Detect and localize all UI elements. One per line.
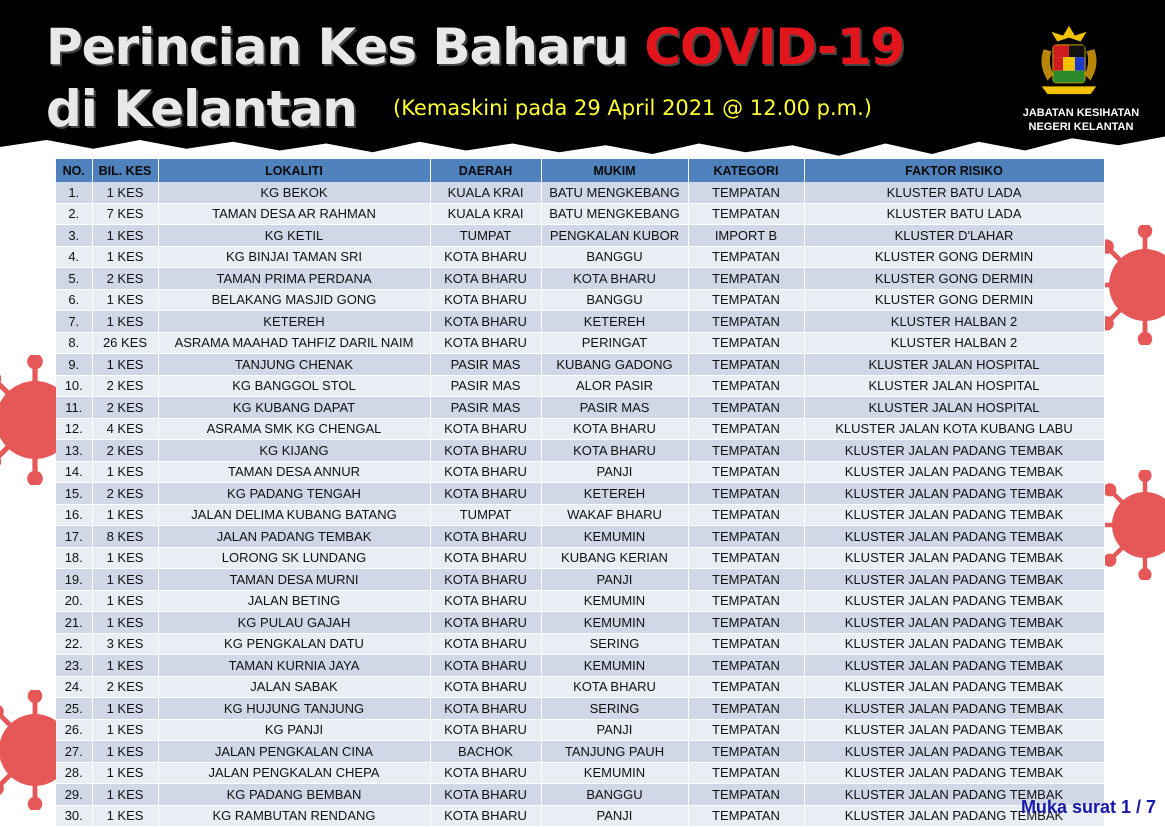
cell-daerah: PASIR MAS [430, 397, 541, 419]
cell-kategori: TEMPATAN [688, 762, 804, 784]
table-row [56, 504, 1104, 526]
table-row [56, 590, 1104, 612]
cell-kategori: TEMPATAN [688, 354, 804, 376]
cell-daerah: KOTA BHARU [430, 246, 541, 268]
cell-lokaliti: TAMAN DESA MURNI [158, 569, 430, 591]
cell-faktor-risiko: KLUSTER JALAN PADANG TEMBAK [804, 655, 1104, 677]
cell-kategori: TEMPATAN [688, 547, 804, 569]
cell-bil-kes: 1 KES [92, 461, 158, 483]
cell-daerah: KOTA BHARU [430, 719, 541, 741]
cell-lokaliti: TAMAN PRIMA PERDANA [158, 268, 430, 290]
cell-mukim: KEMUMIN [541, 762, 688, 784]
table-row [56, 268, 1104, 290]
cell-mukim: BANGGU [541, 246, 688, 268]
table-row [56, 612, 1104, 634]
cell-faktor-risiko: KLUSTER JALAN HOSPITAL [804, 375, 1104, 397]
table-row [56, 418, 1104, 440]
department-name [1005, 106, 1157, 134]
cell-daerah: KUALA KRAI [430, 182, 541, 203]
cell-daerah: TUMPAT [430, 225, 541, 247]
cell-mukim: KETEREH [541, 311, 688, 333]
cell-bil-kes: 1 KES [92, 246, 158, 268]
cell-lokaliti: ASRAMA SMK KG CHENGAL [158, 418, 430, 440]
cell-lokaliti: ASRAMA MAAHAD TAHFIZ DARIL NAIM [158, 332, 430, 354]
cell-lokaliti: TAMAN KURNIA JAYA [158, 655, 430, 677]
cell-no: 23. [56, 655, 92, 677]
page-title [46, 18, 904, 76]
cell-mukim: KOTA BHARU [541, 676, 688, 698]
cell-bil-kes: 1 KES [92, 655, 158, 677]
cell-no: 17. [56, 526, 92, 548]
cases-table-container [56, 159, 1104, 827]
cell-kategori: TEMPATAN [688, 289, 804, 311]
table-row [56, 182, 1104, 203]
cell-kategori: TEMPATAN [688, 784, 804, 806]
cell-kategori: TEMPATAN [688, 483, 804, 505]
cell-lokaliti: KG BEKOK [158, 182, 430, 203]
cell-lokaliti: JALAN PENGKALAN CINA [158, 741, 430, 763]
cell-mukim: WAKAF BHARU [541, 504, 688, 526]
cell-no: 13. [56, 440, 92, 462]
cell-no: 22. [56, 633, 92, 655]
table-row [56, 655, 1104, 677]
cell-lokaliti: KG KIJANG [158, 440, 430, 462]
header-col-lokaliti: LOKALITI [158, 159, 430, 182]
cell-faktor-risiko: KLUSTER JALAN PADANG TEMBAK [804, 569, 1104, 591]
cell-no: 11. [56, 397, 92, 419]
table-row [56, 784, 1104, 806]
cell-lokaliti: KG KETIL [158, 225, 430, 247]
cell-kategori: TEMPATAN [688, 268, 804, 290]
table-row [56, 440, 1104, 462]
table-row [56, 354, 1104, 376]
cell-daerah: KOTA BHARU [430, 418, 541, 440]
cell-kategori: TEMPATAN [688, 698, 804, 720]
cell-no: 16. [56, 504, 92, 526]
cell-bil-kes: 2 KES [92, 676, 158, 698]
header-col-daerah: DAERAH [430, 159, 541, 182]
cell-no: 27. [56, 741, 92, 763]
cell-faktor-risiko: KLUSTER JALAN PADANG TEMBAK [804, 633, 1104, 655]
cell-lokaliti: KG KUBANG DAPAT [158, 397, 430, 419]
cell-faktor-risiko: KLUSTER JALAN PADANG TEMBAK [804, 440, 1104, 462]
cell-bil-kes: 1 KES [92, 504, 158, 526]
cell-daerah: KOTA BHARU [430, 698, 541, 720]
cell-no: 9. [56, 354, 92, 376]
cell-kategori: TEMPATAN [688, 418, 804, 440]
cell-faktor-risiko: KLUSTER JALAN PADANG TEMBAK [804, 547, 1104, 569]
cell-mukim: PANJI [541, 569, 688, 591]
table-header-row [56, 159, 1104, 182]
department-line2: NEGERI KELANTAN [1028, 121, 1134, 133]
cell-bil-kes: 4 KES [92, 418, 158, 440]
cell-bil-kes: 1 KES [92, 354, 158, 376]
cell-daerah: KOTA BHARU [430, 311, 541, 333]
cell-faktor-risiko: KLUSTER JALAN PADANG TEMBAK [804, 590, 1104, 612]
cell-lokaliti: KG PULAU GAJAH [158, 612, 430, 634]
cell-daerah: KOTA BHARU [430, 655, 541, 677]
table-row [56, 569, 1104, 591]
cell-daerah: KOTA BHARU [430, 805, 541, 827]
cell-faktor-risiko: KLUSTER BATU LADA [804, 182, 1104, 203]
cell-faktor-risiko: KLUSTER JALAN PADANG TEMBAK [804, 698, 1104, 720]
cell-daerah: KOTA BHARU [430, 784, 541, 806]
cell-bil-kes: 1 KES [92, 762, 158, 784]
cell-daerah: KOTA BHARU [430, 526, 541, 548]
cell-bil-kes: 1 KES [92, 612, 158, 634]
cell-faktor-risiko: KLUSTER JALAN PADANG TEMBAK [804, 741, 1104, 763]
malaysia-coat-of-arms-icon [1030, 22, 1108, 100]
cell-daerah: KOTA BHARU [430, 483, 541, 505]
cell-mukim: KEMUMIN [541, 655, 688, 677]
cell-bil-kes: 2 KES [92, 375, 158, 397]
table-row [56, 225, 1104, 247]
cell-mukim: PERINGAT [541, 332, 688, 354]
cell-no: 30. [56, 805, 92, 827]
update-timestamp: (Kemaskini pada 29 April 2021 @ 12.00 p.m.) [393, 96, 872, 120]
cell-lokaliti: TAMAN DESA ANNUR [158, 461, 430, 483]
cell-kategori: TEMPATAN [688, 719, 804, 741]
cell-mukim: KUBANG KERIAN [541, 547, 688, 569]
table-row [56, 483, 1104, 505]
cell-faktor-risiko: KLUSTER JALAN HOSPITAL [804, 397, 1104, 419]
cell-lokaliti: KG PADANG BEMBAN [158, 784, 430, 806]
cell-daerah: KOTA BHARU [430, 569, 541, 591]
cell-faktor-risiko: KLUSTER JALAN PADANG TEMBAK [804, 526, 1104, 548]
cell-no: 29. [56, 784, 92, 806]
cell-daerah: KOTA BHARU [430, 762, 541, 784]
cell-daerah: KOTA BHARU [430, 268, 541, 290]
cell-lokaliti: KG BINJAI TAMAN SRI [158, 246, 430, 268]
cell-daerah: KUALA KRAI [430, 203, 541, 225]
cell-no: 6. [56, 289, 92, 311]
cell-bil-kes: 1 KES [92, 698, 158, 720]
header-col-bil-kes: BIL. KES [92, 159, 158, 182]
cell-bil-kes: 1 KES [92, 311, 158, 333]
cell-daerah: KOTA BHARU [430, 612, 541, 634]
cell-bil-kes: 2 KES [92, 268, 158, 290]
cell-faktor-risiko: KLUSTER JALAN PADANG TEMBAK [804, 483, 1104, 505]
cell-kategori: TEMPATAN [688, 246, 804, 268]
title-highlight: COVID-19 [644, 18, 905, 76]
cell-kategori: TEMPATAN [688, 397, 804, 419]
cell-no: 4. [56, 246, 92, 268]
cell-bil-kes: 1 KES [92, 590, 158, 612]
cell-no: 7. [56, 311, 92, 333]
cell-kategori: TEMPATAN [688, 633, 804, 655]
cell-kategori: TEMPATAN [688, 203, 804, 225]
cell-lokaliti: KG PANJI [158, 719, 430, 741]
cell-faktor-risiko: KLUSTER HALBAN 2 [804, 311, 1104, 333]
cell-faktor-risiko: KLUSTER JALAN HOSPITAL [804, 354, 1104, 376]
cell-faktor-risiko: KLUSTER JALAN PADANG TEMBAK [804, 762, 1104, 784]
cell-kategori: TEMPATAN [688, 741, 804, 763]
cell-bil-kes: 2 KES [92, 397, 158, 419]
cell-kategori: TEMPATAN [688, 612, 804, 634]
table-row [56, 741, 1104, 763]
cell-no: 3. [56, 225, 92, 247]
cell-mukim: KUBANG GADONG [541, 354, 688, 376]
cell-no: 12. [56, 418, 92, 440]
table-row [56, 203, 1104, 225]
cell-lokaliti: KETEREH [158, 311, 430, 333]
cell-daerah: TUMPAT [430, 504, 541, 526]
cell-mukim: SERING [541, 698, 688, 720]
cell-daerah: KOTA BHARU [430, 547, 541, 569]
cell-no: 10. [56, 375, 92, 397]
cell-faktor-risiko: KLUSTER GONG DERMIN [804, 289, 1104, 311]
cell-mukim: PANJI [541, 805, 688, 827]
cell-faktor-risiko: KLUSTER JALAN PADANG TEMBAK [804, 504, 1104, 526]
cell-mukim: KOTA BHARU [541, 418, 688, 440]
table-row [56, 633, 1104, 655]
cell-bil-kes: 1 KES [92, 784, 158, 806]
cell-no: 21. [56, 612, 92, 634]
cell-mukim: BATU MENGKEBANG [541, 182, 688, 203]
cell-daerah: KOTA BHARU [430, 332, 541, 354]
cell-kategori: TEMPATAN [688, 461, 804, 483]
cell-bil-kes: 1 KES [92, 547, 158, 569]
cell-mukim: BATU MENGKEBANG [541, 203, 688, 225]
cell-kategori: TEMPATAN [688, 332, 804, 354]
cell-bil-kes: 1 KES [92, 805, 158, 827]
cell-daerah: KOTA BHARU [430, 633, 541, 655]
cell-lokaliti: KG RAMBUTAN RENDANG [158, 805, 430, 827]
cell-kategori: TEMPATAN [688, 504, 804, 526]
cell-mukim: ALOR PASIR [541, 375, 688, 397]
table-row [56, 311, 1104, 333]
cell-mukim: PANJI [541, 719, 688, 741]
cell-mukim: KETEREH [541, 483, 688, 505]
cell-bil-kes: 8 KES [92, 526, 158, 548]
header-col-no: NO. [56, 159, 92, 182]
cell-lokaliti: JALAN PADANG TEMBAK [158, 526, 430, 548]
cell-bil-kes: 1 KES [92, 569, 158, 591]
cell-bil-kes: 7 KES [92, 203, 158, 225]
cell-no: 25. [56, 698, 92, 720]
cell-bil-kes: 1 KES [92, 289, 158, 311]
page-title-line2: di Kelantan [46, 80, 357, 138]
cell-mukim: KOTA BHARU [541, 440, 688, 462]
cell-bil-kes: 3 KES [92, 633, 158, 655]
cell-bil-kes: 1 KES [92, 719, 158, 741]
header-col-mukim: MUKIM [541, 159, 688, 182]
cell-lokaliti: TAMAN DESA AR RAHMAN [158, 203, 430, 225]
cell-lokaliti: BELAKANG MASJID GONG [158, 289, 430, 311]
cell-faktor-risiko: KLUSTER BATU LADA [804, 203, 1104, 225]
cell-faktor-risiko: KLUSTER JALAN PADANG TEMBAK [804, 719, 1104, 741]
cell-kategori: IMPORT B [688, 225, 804, 247]
cell-lokaliti: KG BANGGOL STOL [158, 375, 430, 397]
cell-lokaliti: JALAN PENGKALAN CHEPA [158, 762, 430, 784]
table-row [56, 676, 1104, 698]
cell-mukim: PENGKALAN KUBOR [541, 225, 688, 247]
cell-daerah: PASIR MAS [430, 354, 541, 376]
table-row [56, 805, 1104, 827]
table-row [56, 547, 1104, 569]
cell-faktor-risiko: KLUSTER GONG DERMIN [804, 246, 1104, 268]
cell-mukim: TANJUNG PAUH [541, 741, 688, 763]
page-number: Muka surat 1 / 7 [1020, 797, 1156, 817]
cell-lokaliti: JALAN DELIMA KUBANG BATANG [158, 504, 430, 526]
table-row [56, 289, 1104, 311]
cell-lokaliti: KG HUJUNG TANJUNG [158, 698, 430, 720]
cell-kategori: TEMPATAN [688, 311, 804, 333]
cell-kategori: TEMPATAN [688, 805, 804, 827]
cell-daerah: KOTA BHARU [430, 676, 541, 698]
cell-no: 2. [56, 203, 92, 225]
cell-mukim: KOTA BHARU [541, 268, 688, 290]
cell-daerah: BACHOK [430, 741, 541, 763]
cell-mukim: KEMUMIN [541, 590, 688, 612]
cell-lokaliti: TANJUNG CHENAK [158, 354, 430, 376]
cell-faktor-risiko: KLUSTER JALAN KOTA KUBANG LABU [804, 418, 1104, 440]
cell-faktor-risiko: KLUSTER GONG DERMIN [804, 268, 1104, 290]
cell-faktor-risiko: KLUSTER JALAN PADANG TEMBAK [804, 784, 1104, 806]
cell-faktor-risiko: KLUSTER JALAN PADANG TEMBAK [804, 676, 1104, 698]
table-body [56, 182, 1104, 827]
cell-no: 20. [56, 590, 92, 612]
cell-mukim: PANJI [541, 461, 688, 483]
cell-bil-kes: 1 KES [92, 225, 158, 247]
cell-lokaliti: LORONG SK LUNDANG [158, 547, 430, 569]
cell-daerah: KOTA BHARU [430, 590, 541, 612]
cell-no: 24. [56, 676, 92, 698]
table-row [56, 375, 1104, 397]
cell-no: 1. [56, 182, 92, 203]
table-row [56, 246, 1104, 268]
cell-kategori: TEMPATAN [688, 375, 804, 397]
table-row [56, 719, 1104, 741]
cell-mukim: SERING [541, 633, 688, 655]
cell-no: 26. [56, 719, 92, 741]
cell-kategori: TEMPATAN [688, 182, 804, 203]
cell-bil-kes: 1 KES [92, 182, 158, 203]
cell-daerah: PASIR MAS [430, 375, 541, 397]
cell-bil-kes: 2 KES [92, 440, 158, 462]
cell-faktor-risiko: KLUSTER HALBAN 2 [804, 332, 1104, 354]
cell-mukim: PASIR MAS [541, 397, 688, 419]
cell-daerah: KOTA BHARU [430, 289, 541, 311]
cell-mukim: BANGGU [541, 784, 688, 806]
cell-no: 5. [56, 268, 92, 290]
cell-kategori: TEMPATAN [688, 676, 804, 698]
cell-lokaliti: KG PADANG TENGAH [158, 483, 430, 505]
cell-no: 8. [56, 332, 92, 354]
cell-kategori: TEMPATAN [688, 569, 804, 591]
cell-bil-kes: 1 KES [92, 741, 158, 763]
cell-daerah: KOTA BHARU [430, 440, 541, 462]
table-row [56, 332, 1104, 354]
cell-bil-kes: 2 KES [92, 483, 158, 505]
cell-kategori: TEMPATAN [688, 590, 804, 612]
cell-mukim: BANGGU [541, 289, 688, 311]
cell-lokaliti: JALAN SABAK [158, 676, 430, 698]
cell-lokaliti: JALAN BETING [158, 590, 430, 612]
title-text: Perincian Kes Baharu [46, 18, 645, 76]
cell-no: 15. [56, 483, 92, 505]
cell-no: 19. [56, 569, 92, 591]
table-row [56, 698, 1104, 720]
cell-faktor-risiko: KLUSTER JALAN PADANG TEMBAK [804, 461, 1104, 483]
header-col-faktor-risiko: FAKTOR RISIKO [804, 159, 1104, 182]
cases-table [56, 159, 1105, 827]
cell-faktor-risiko: KLUSTER JALAN PADANG TEMBAK [804, 805, 1104, 827]
cell-faktor-risiko: KLUSTER D'LAHAR [804, 225, 1104, 247]
cell-no: 18. [56, 547, 92, 569]
cell-mukim: KEMUMIN [541, 612, 688, 634]
department-line1: JABATAN KESIHATAN [1022, 107, 1140, 119]
cell-no: 14. [56, 461, 92, 483]
cell-bil-kes: 26 KES [92, 332, 158, 354]
cell-kategori: TEMPATAN [688, 526, 804, 548]
cell-daerah: KOTA BHARU [430, 461, 541, 483]
cell-faktor-risiko: KLUSTER JALAN PADANG TEMBAK [804, 612, 1104, 634]
cell-kategori: TEMPATAN [688, 440, 804, 462]
cell-kategori: TEMPATAN [688, 655, 804, 677]
cell-mukim: KEMUMIN [541, 526, 688, 548]
header-col-kategori: KATEGORI [688, 159, 804, 182]
table-row [56, 762, 1104, 784]
table-row [56, 397, 1104, 419]
cell-lokaliti: KG PENGKALAN DATU [158, 633, 430, 655]
cell-no: 28. [56, 762, 92, 784]
table-row [56, 461, 1104, 483]
table-row [56, 526, 1104, 548]
